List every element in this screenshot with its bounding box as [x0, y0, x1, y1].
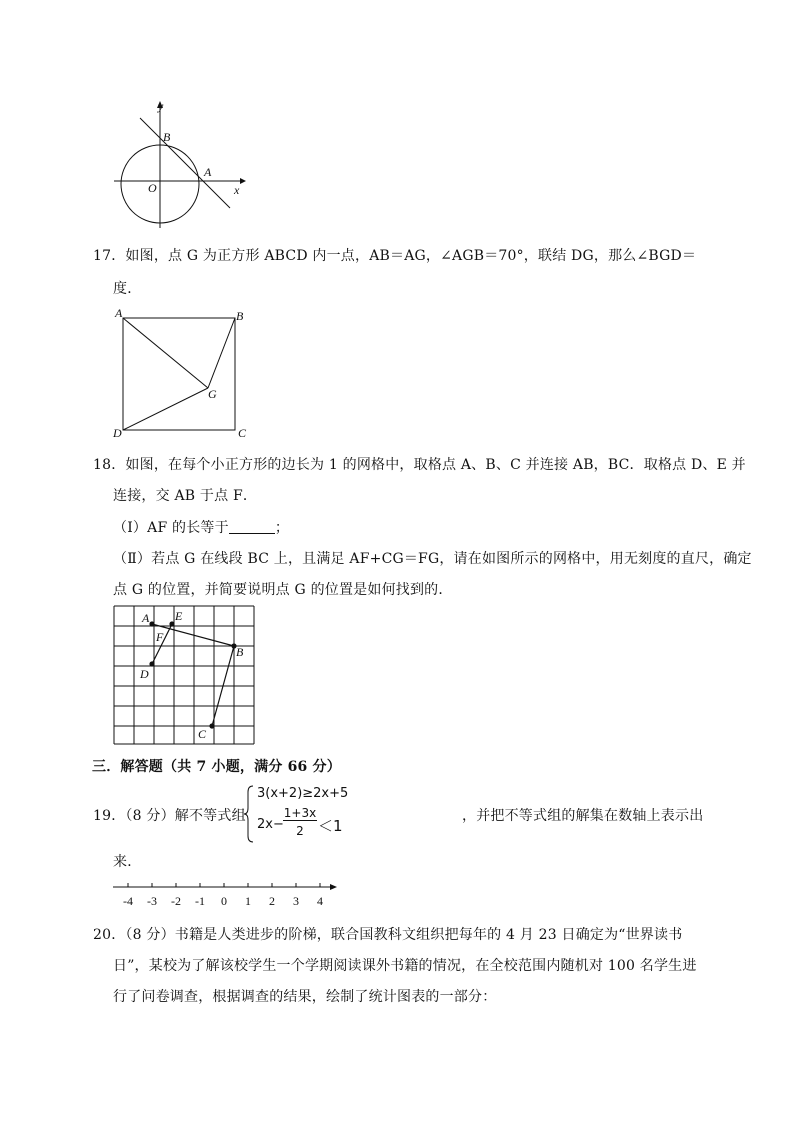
tick-label: 3	[293, 894, 299, 908]
fig17-label-g: G	[208, 387, 217, 401]
tick-label: -2	[171, 894, 181, 908]
q17-text-line2: 度．	[113, 281, 142, 297]
fig17-label-d: D	[113, 426, 122, 440]
fig18-label-f: F	[156, 630, 164, 644]
q20-line2: 日”，某校为了解该校学生一个学期阅读课外书籍的情况，在全校范围内随机对 100 名学生进	[113, 958, 697, 974]
q18-part2-line1: （Ⅱ）若点 G 在线段 BC 上，且满足 AF+CG＝FG，请在如图所示的网格中，用无刻度的直尺，确定	[113, 551, 752, 567]
q19-line2: 来．	[113, 854, 142, 870]
fig17-label-b: B	[236, 309, 244, 323]
section-heading: 三．解答题（共 7 小题，满分 66 分）	[92, 759, 341, 775]
inequality-1: 3(x+2)≥2x+5	[257, 786, 349, 801]
fig18-label-d: D	[140, 667, 149, 681]
q20-line1: 20．（8 分）书籍是人类进步的阶梯，联合国教科文组织把每年的 4 月 23 日确定为“世界读书	[93, 927, 683, 943]
q19-pre: 19．（8 分）解不等式组	[93, 808, 246, 824]
inequality-2-left: 2x−	[257, 817, 284, 832]
brace-icon	[243, 784, 255, 844]
fig16-label-a: A	[204, 165, 212, 179]
number-line	[110, 878, 340, 910]
fig18-label-e: E	[175, 609, 183, 623]
figure-circle-line	[112, 98, 247, 233]
square	[123, 318, 235, 430]
tick-label: -4	[123, 894, 133, 908]
fig18-label-b: B	[236, 645, 244, 659]
tick-label: -1	[195, 894, 205, 908]
figure-square-abcd	[112, 305, 257, 440]
segment-ab	[152, 624, 234, 646]
q19-post: ，并把不等式组的解集在数轴上表示出	[462, 808, 704, 824]
fig18-label-c: C	[198, 727, 207, 741]
answer-blank	[229, 519, 275, 534]
fig16-label-y: y	[158, 99, 164, 113]
q18-text-line1: 18．如图，在每个小正方形的边长为 1 的网格中，取格点 A、B、C 并连接 AB，BC．取格点 D、E 并	[93, 457, 746, 473]
inequality-2-right: ＜1	[318, 817, 343, 835]
tick-label: 2	[269, 894, 275, 908]
q18-part1-post: ；	[274, 520, 290, 536]
fraction-numerator: 1+3x	[283, 806, 317, 820]
q18-part2-line2: 点 G 的位置，并简要说明点 G 的位置是如何找到的．	[113, 582, 453, 598]
fraction-denominator: 2	[296, 824, 304, 838]
tick-label: 1	[245, 894, 251, 908]
q20-line3: 行了问卷调查，根据调查的结果，绘制了统计图表的一部分：	[113, 989, 497, 1005]
fig18-label-a: A	[142, 611, 150, 625]
q18-part1	[113, 518, 289, 538]
q18-part1-pre: （Ⅰ）AF 的长等于	[113, 520, 229, 536]
fig16-label-x: x	[234, 183, 240, 197]
figure-grid	[110, 604, 260, 746]
fig17-label-c: C	[238, 426, 247, 440]
tick-label: 0	[221, 894, 227, 908]
fig16-label-o: O	[148, 181, 157, 195]
fig17-label-a: A	[115, 306, 123, 320]
fig16-label-b: B	[163, 130, 171, 144]
q18-text-line2: 连接，交 AB 于点 F．	[113, 488, 258, 504]
tick-label: -3	[147, 894, 157, 908]
tick-label: 4	[317, 894, 323, 908]
q17-text-line1: 17．如图，点 G 为正方形 ABCD 内一点，AB＝AG，∠AGB＝70°，联结 DG，那么∠BGD＝	[93, 248, 697, 264]
